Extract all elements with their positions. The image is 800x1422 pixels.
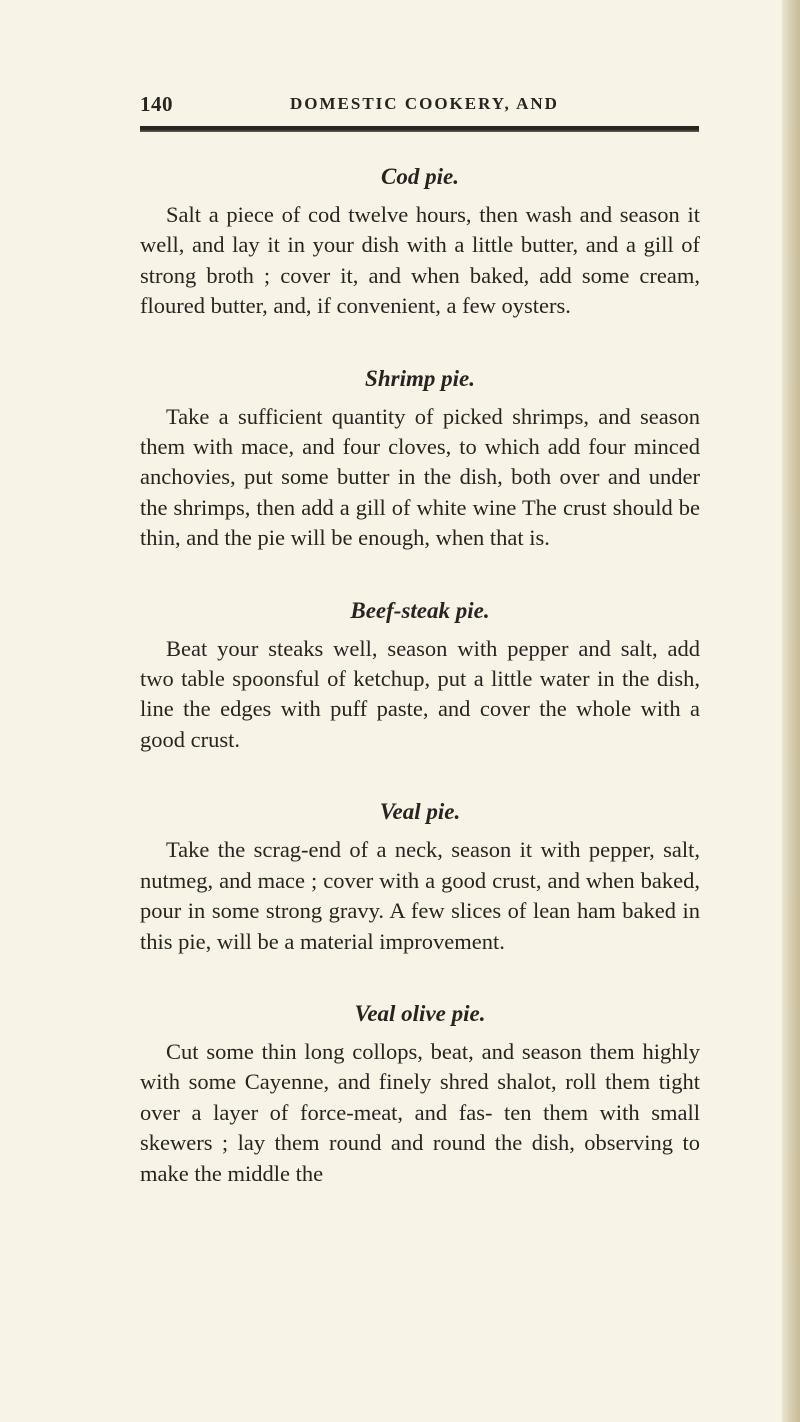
recipe-veal-pie	[140, 797, 700, 957]
recipe-text: Cut some thin long collops, beat, and season them highly with some Cayenne, and finely shred shalot, roll them tight over a layer of force-meat, and fas- ten them with small skewers ; lay them round and round the dish, observing to make the middle the	[140, 1038, 700, 1186]
recipe-title: Shrimp pie.	[365, 365, 475, 391]
recipe-title: Cod pie.	[381, 164, 459, 189]
page-body	[140, 162, 700, 1189]
header-rule	[140, 126, 699, 132]
page-header	[140, 92, 700, 120]
page-edge	[782, 0, 800, 1422]
recipe-text: Salt a piece of cod twelve hours, then wash and season it well, and lay it in your dish with a little butter, and a gill of strong broth ; cover it, and when baked, add some cream, floured butter, and, if convenient, a few oysters.	[140, 202, 700, 319]
running-head: DOMESTIC COOKERY, AND	[290, 94, 559, 113]
page-number: 140	[140, 92, 173, 116]
recipe-text: Take the scrag-end of a neck, season it with pepper, salt, nutmeg, and mace ; cover with a good crust, and when baked, pour in some strong gravy. A few slices of lean ham baked in this pie, will be a material improvement.	[140, 837, 700, 954]
recipe-text: Beat your steaks well, season with pepper and salt, add two table spoonsful of ketchup, put a little water in the dish, line the edges with puff paste, and cover the whole with a good crust.	[140, 635, 700, 752]
recipe-text: Take a sufficient quantity of picked shrimps, and season them with mace, and four cloves, to which add four minced anchovies, put some butter in the dish, both over and under the shrimps, then add a gill of white wine The crust should be thin, and the pie will be enough, when that is.	[140, 403, 700, 551]
recipe-title: Veal olive pie.	[354, 1000, 486, 1026]
recipe-veal-olive-pie	[140, 999, 700, 1189]
recipe-beef-steak-pie	[140, 596, 700, 756]
recipe-cod-pie	[140, 162, 700, 322]
recipe-shrimp-pie	[140, 364, 700, 554]
recipe-title: Beef-steak pie.	[350, 597, 490, 623]
recipe-title: Veal pie.	[379, 799, 461, 825]
